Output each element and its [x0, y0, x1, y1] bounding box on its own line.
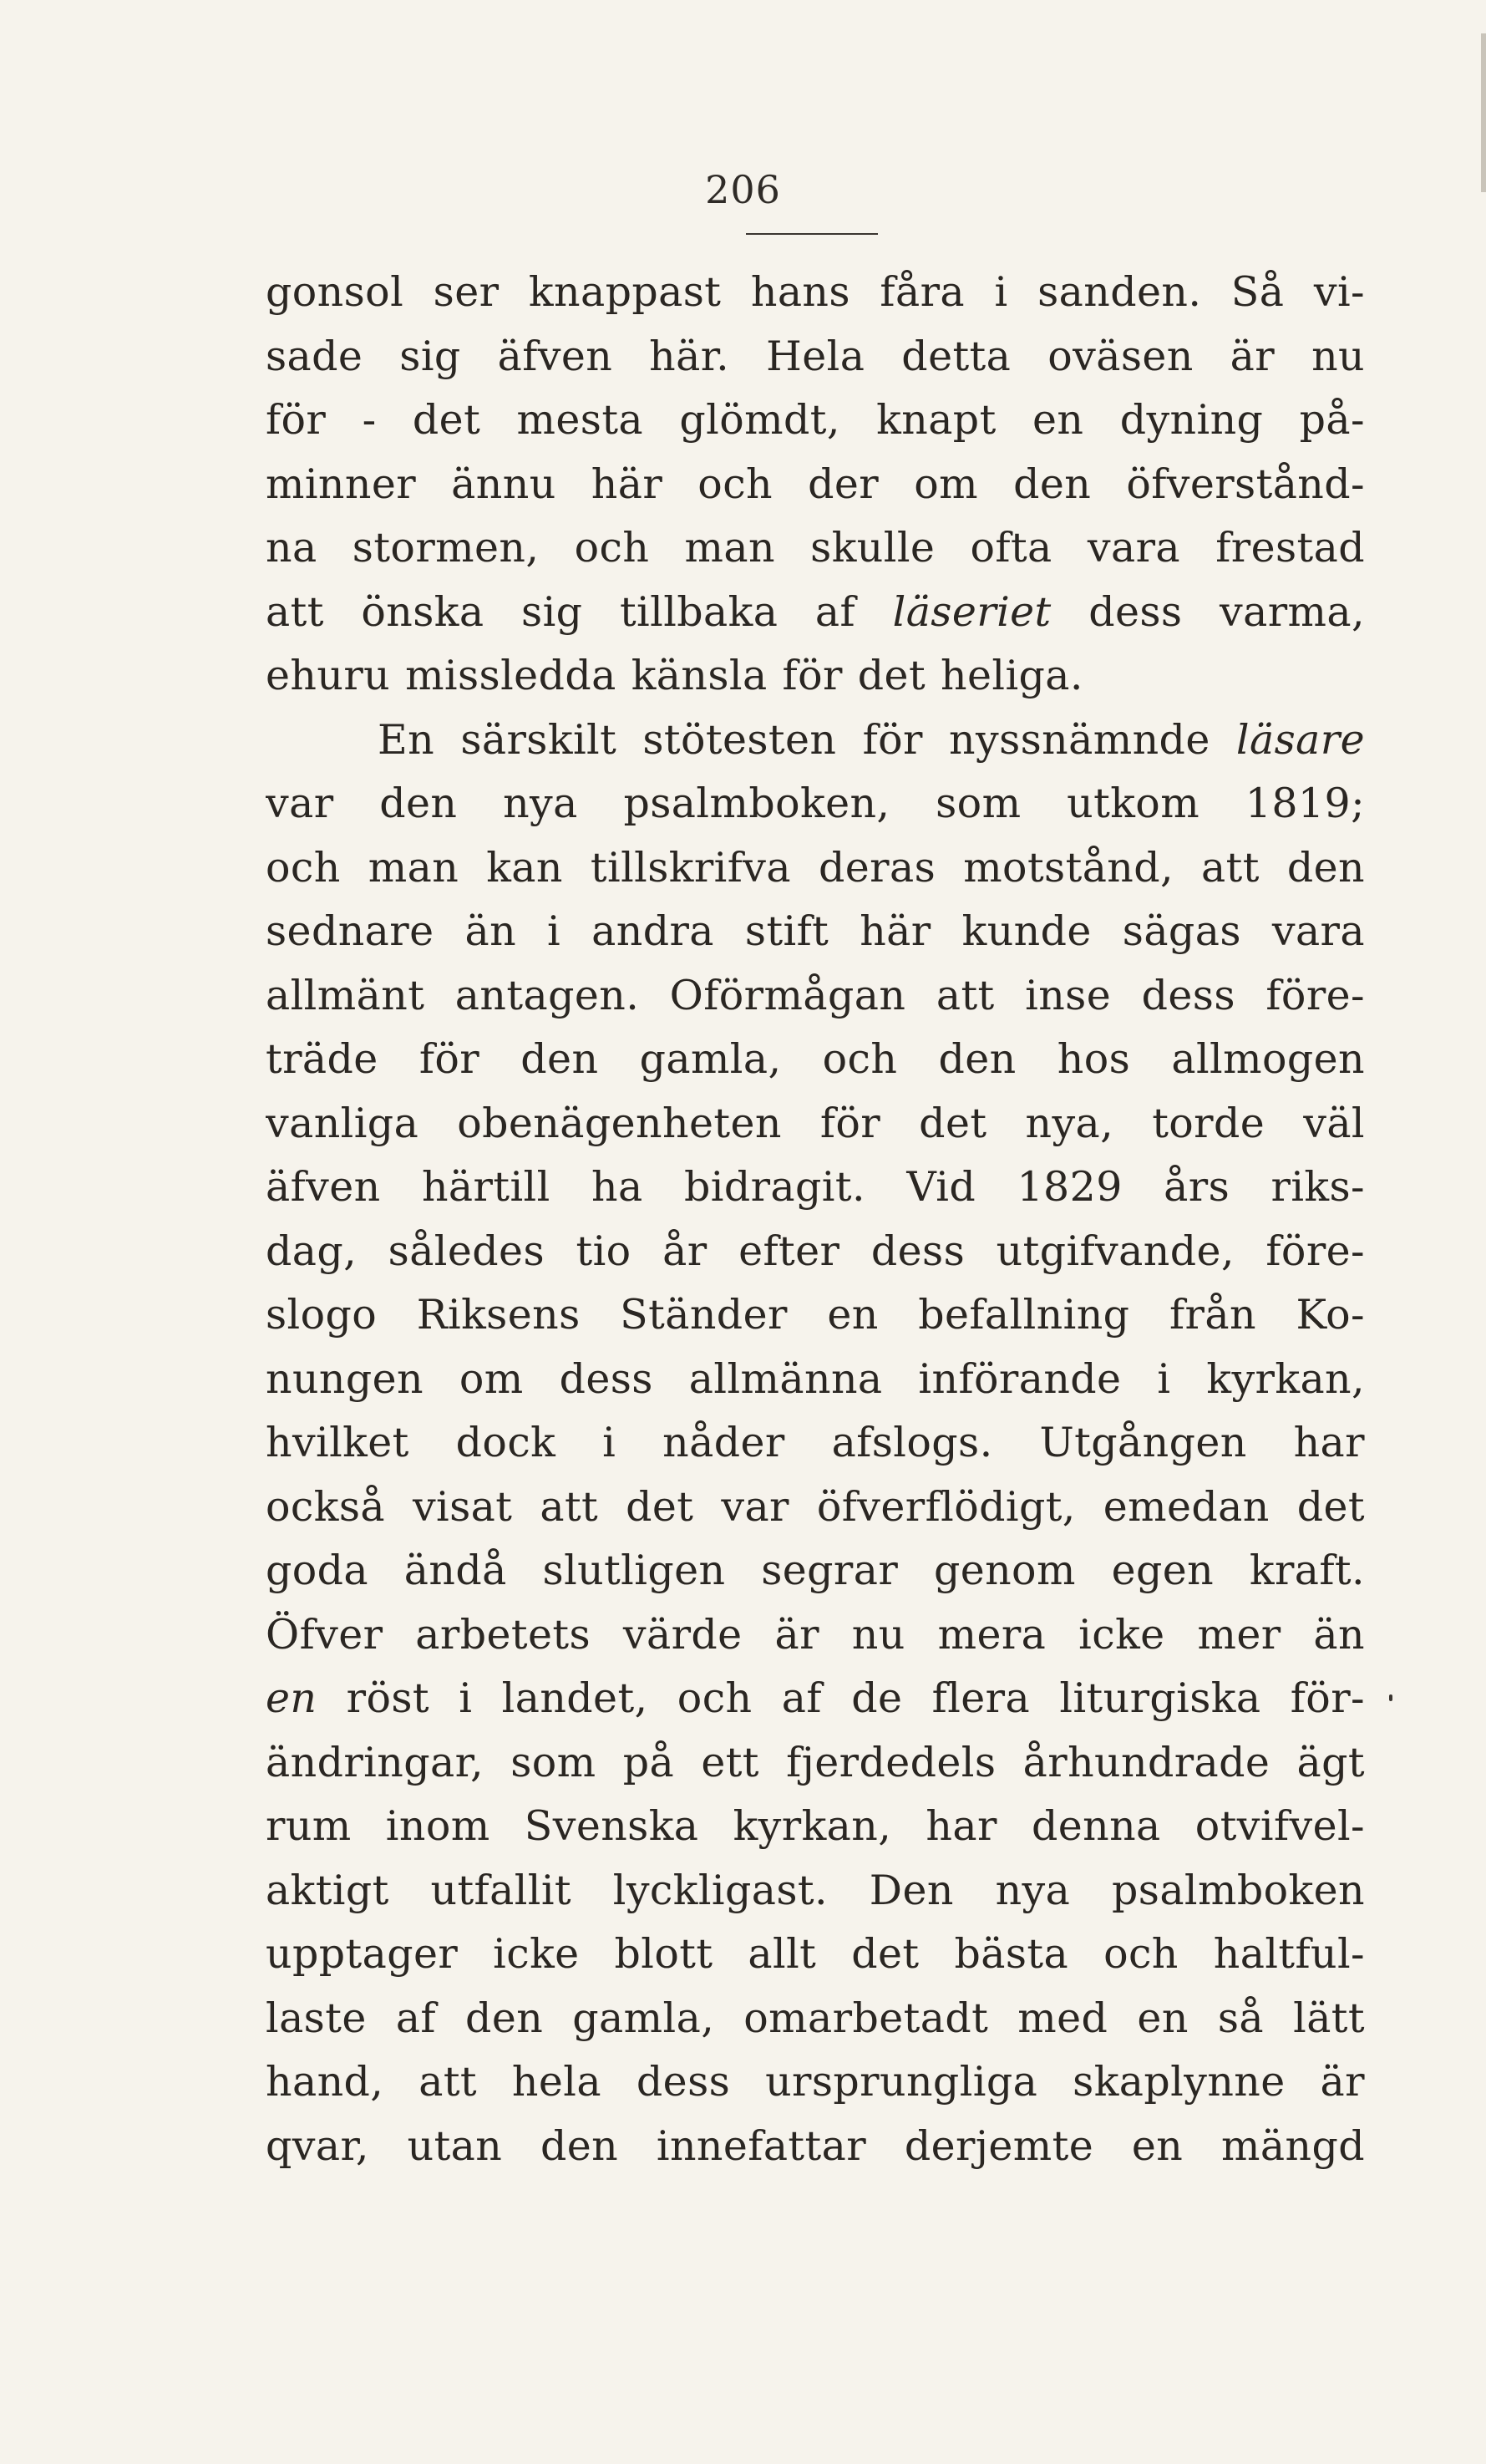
text-segment: laste af den gamla, omarbetadt med en så lätt: [266, 1994, 1365, 2042]
text-segment: gonsol ser knappast hans fåra i sanden. Så vi-: [266, 268, 1365, 316]
text-line: [266, 1667, 1365, 1731]
text-line: [266, 964, 1365, 1029]
text-segment: allmänt antagen. Oförmågan att inse dess före-: [266, 971, 1365, 1019]
text-segment: och man kan tillskrifva deras motstånd, att den: [266, 843, 1365, 892]
text-line: [266, 261, 1365, 325]
text-line: [266, 581, 1365, 645]
text-line: [266, 516, 1365, 581]
text-segment: aktigt utfallit lyckligast. Den nya psalmboken: [266, 1866, 1365, 1914]
text-line: [266, 1028, 1365, 1092]
text-line: [266, 389, 1365, 453]
text-segment: upptager icke blott allt det bästa och haltful-: [266, 1930, 1365, 1978]
text-segment: var den nya psalmboken, som utkom 1819;: [266, 780, 1365, 827]
text-segment: vanliga obenägenheten för det nya, torde väl: [266, 1099, 1365, 1147]
text-line: [266, 1795, 1365, 1859]
text-line: [266, 836, 1365, 901]
header-rule: [746, 233, 878, 235]
body-text: [266, 261, 1365, 2178]
text-segment: hand, att hela dess ursprungliga skaplynne är: [266, 2058, 1365, 2106]
text-segment: dag, således tio år efter dess utgifvande, före-: [266, 1227, 1365, 1275]
text-segment: dess varma,: [1051, 587, 1365, 636]
text-line: [266, 325, 1365, 389]
text-segment: ändringar, som på ett fjerdedels århundrade ägt: [266, 1738, 1365, 1786]
text-line: [266, 900, 1365, 964]
text-line: [266, 1220, 1365, 1284]
text-line: [266, 1923, 1365, 1987]
text-segment: Öfver arbetets värde är nu mera icke mer än: [266, 1610, 1365, 1659]
text-segment: goda ändå slutligen segrar genom egen kraft.: [266, 1547, 1365, 1594]
text-segment: ehuru missledda känsla för det heliga.: [266, 652, 1083, 699]
text-line: [266, 1859, 1365, 1923]
text-segment: att önska sig tillbaka af: [266, 587, 893, 636]
text-line: [266, 2115, 1365, 2179]
text-line: [266, 1156, 1365, 1220]
text-segment: sednare än i andra stift här kunde sägas vara: [266, 907, 1365, 955]
text-segment: sade sig äfven här. Hela detta oväsen är nu: [266, 332, 1365, 380]
text-line: [266, 2050, 1365, 2115]
italic-text: en: [266, 1674, 317, 1722]
text-line: [266, 1476, 1365, 1540]
margin-mark: [1389, 1694, 1392, 1701]
text-segment: rum inom Svenska kyrkan, har denna otvifvel-: [266, 1802, 1365, 1850]
italic-text: läsare: [1235, 715, 1365, 764]
text-segment: träde för den gamla, och den hos allmogen: [266, 1035, 1365, 1083]
text-segment: för - det mesta glömdt, knapt en dyning på-: [266, 396, 1365, 444]
text-line: [266, 453, 1365, 517]
text-line: [266, 644, 1365, 709]
text-line: [266, 772, 1365, 836]
text-segment: En särskilt stötesten för nyssnämnde: [378, 715, 1236, 764]
text-segment: na stormen, och man skulle ofta vara frestad: [266, 524, 1365, 572]
text-segment: äfven härtill ha bidragit. Vid 1829 års riks-: [266, 1163, 1365, 1211]
text-line: [266, 709, 1365, 773]
text-line: [266, 1731, 1365, 1796]
text-segment: qvar, utan den innefattar derjemte en mängd: [266, 2121, 1365, 2170]
italic-text: läseriet: [892, 587, 1052, 636]
text-segment: också visat att det var öfverflödigt, emedan det: [266, 1482, 1365, 1531]
text-segment: hvilket dock i nåder afslogs. Utgången har: [266, 1419, 1365, 1466]
text-segment: minner ännu här och der om den öfverstånd-: [266, 460, 1365, 508]
text-line: [266, 1348, 1365, 1412]
text-line: [266, 1987, 1365, 2051]
text-segment: röst i landet, och af de flera liturgiska för-: [317, 1674, 1365, 1722]
text-line: [266, 1092, 1365, 1156]
text-line: [266, 1283, 1365, 1348]
page-number: 206: [705, 167, 781, 212]
text-line: [266, 1603, 1365, 1668]
text-segment: slogo Riksens Ständer en befallning från Ko-: [266, 1291, 1365, 1339]
text-line: [266, 1411, 1365, 1476]
text-line: [266, 1539, 1365, 1603]
text-segment: nungen om dess allmänna införande i kyrkan,: [266, 1354, 1365, 1403]
